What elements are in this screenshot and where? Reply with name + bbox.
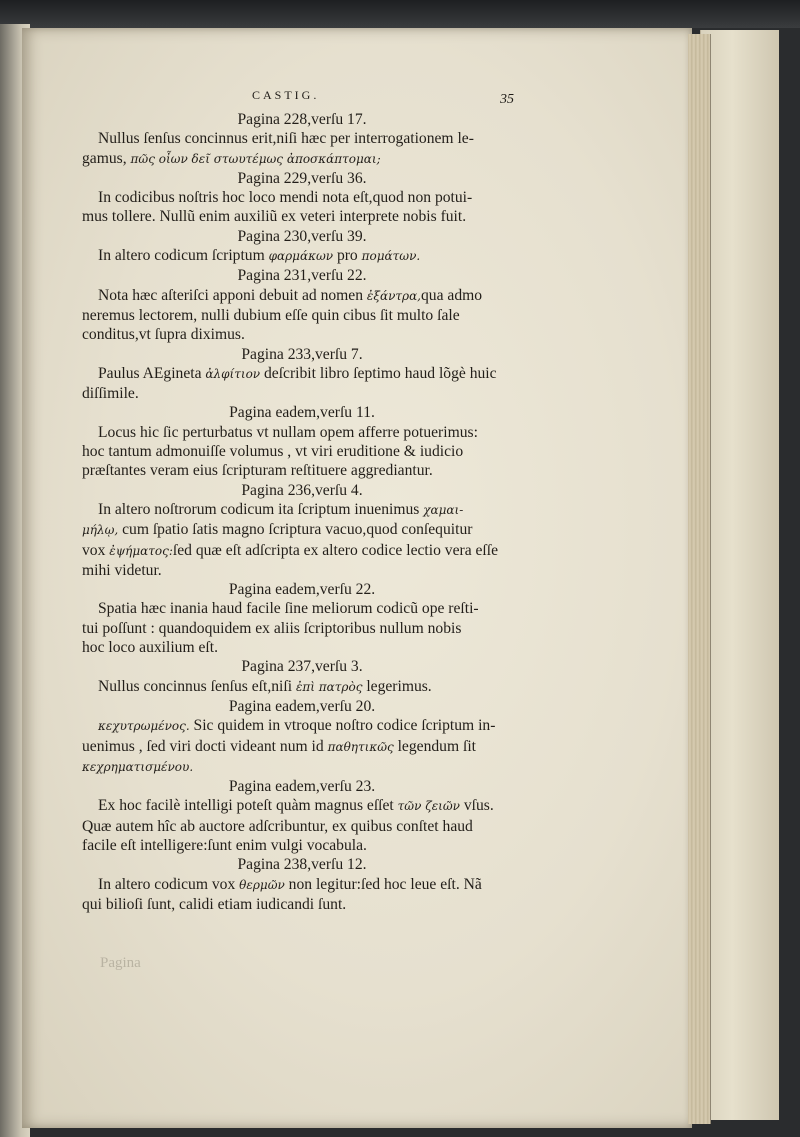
catchword: Pagina xyxy=(100,955,141,971)
entry-line xyxy=(82,619,522,638)
entry-heading: Pagina 236,verſu 4. xyxy=(241,481,363,499)
latin-text: non legitur:ſed hoc leue eſt. Nã xyxy=(284,875,482,893)
entry-line xyxy=(82,716,522,736)
entry-line xyxy=(82,817,522,836)
latin-text: In altero codicum vox xyxy=(98,875,240,893)
entry-heading: Pagina 238,verſu 12. xyxy=(237,856,367,874)
greek-word: τῶν ζειῶν xyxy=(397,799,460,814)
greek-word: φαρμάκων xyxy=(268,249,334,264)
greek-word: θερμῶν xyxy=(239,877,285,892)
page-edges xyxy=(688,34,711,1124)
latin-text: vox xyxy=(82,541,110,559)
entry-line xyxy=(82,638,522,657)
entry-line xyxy=(82,306,522,325)
entry-heading: Pagina 233,verſu 7. xyxy=(241,345,363,363)
latin-text: legerimus. xyxy=(362,677,432,695)
latin-text: mihi videtur. xyxy=(82,561,162,579)
latin-text: hoc tantum admonuiſſe volumus , vt viri eruditione & iudicio xyxy=(82,443,464,461)
greek-word: πομάτων. xyxy=(361,249,421,264)
entry-line xyxy=(82,599,522,618)
entry-heading: Pagina eadem,verſu 22. xyxy=(228,581,376,599)
entry-heading: Pagina 237,verſu 3. xyxy=(241,658,363,676)
entry-line xyxy=(82,520,522,540)
entry-line xyxy=(82,442,522,461)
latin-text: legendum ſit xyxy=(393,737,476,755)
entry-line xyxy=(82,500,522,520)
latin-text: facile eſt intelligere:ſunt enim vulgi vocabula. xyxy=(82,836,367,854)
greek-word: πῶς οἶων δεῖ στωυτέμως ἀποσκάπτομαι; xyxy=(130,151,381,166)
greek-word: χαμαι- xyxy=(423,502,464,517)
entry-line xyxy=(82,461,522,480)
latin-text: pro xyxy=(333,247,362,265)
latin-text: In altero codicum ſcriptum xyxy=(98,247,269,265)
page-number: 35 xyxy=(500,92,514,107)
greek-word: παθητικῶς xyxy=(327,739,394,754)
entry-heading: Pagina 229,verſu 36. xyxy=(237,169,367,187)
entry-line xyxy=(82,129,522,148)
entry-line xyxy=(82,796,522,816)
latin-text: In codicibus noſtris hoc loco mendi nota eſt,quod non potui- xyxy=(98,189,473,207)
latin-text: ſed quæ eſt adſcripta ex altero codice lectio vera eſſe xyxy=(172,541,499,559)
entry-line xyxy=(82,541,522,561)
entry-line xyxy=(82,561,522,580)
entry-heading: Pagina eadem,verſu 11. xyxy=(229,404,375,422)
entry-line xyxy=(82,836,522,855)
entry-line xyxy=(82,207,522,226)
greek-word: κεχρηματισμένου. xyxy=(82,759,194,774)
latin-text: In altero noſtrorum codicum ita ſcriptum inuenimus xyxy=(98,500,424,518)
entry-line xyxy=(82,149,522,169)
latin-text: vſus. xyxy=(459,797,494,815)
page-text xyxy=(82,110,522,914)
latin-text: uenimus , ſed viri docti videant num id xyxy=(82,737,328,755)
latin-text: diſſimile. xyxy=(82,385,139,403)
book-cover-edge xyxy=(0,0,800,28)
entry-line xyxy=(82,757,522,777)
entry-line xyxy=(82,384,522,403)
latin-text: qua admo xyxy=(420,286,483,304)
latin-text: Paulus AEgineta xyxy=(98,364,206,382)
latin-text: Nota hæc aſteriſci apponi debuit ad nomen xyxy=(98,286,367,304)
entry-line xyxy=(82,875,522,895)
entry-line xyxy=(82,325,522,344)
entry-line xyxy=(82,423,522,442)
greek-word: κεχυτρωμένος. xyxy=(98,719,190,734)
latin-text: Quæ autem hîc ab auctore adſcribuntur, ex quibus conſtet haud xyxy=(82,817,473,835)
latin-text: deſcribit libro ſeptimo haud lõgè huic xyxy=(260,364,497,382)
greek-word: ἐξάντρα, xyxy=(366,288,421,303)
entry-heading: Pagina eadem,verſu 23. xyxy=(228,778,376,796)
latin-text: præſtantes veram eius ſcripturam reſtituere aggrediantur. xyxy=(82,462,433,480)
latin-text: neremus lectorem, nulli dubium eſſe quin cibus ſit multo ſale xyxy=(82,306,460,324)
latin-text: Locus hic ſic perturbatus vt nullam opem afferre potuerimus: xyxy=(98,423,478,441)
greek-word: ἀλφίτιον xyxy=(205,366,261,381)
greek-word: ἐπὶ πατρὸς xyxy=(295,679,363,694)
latin-text: gamus, xyxy=(82,149,131,167)
entry-heading: Pagina 228,verſu 17. xyxy=(237,111,367,128)
latin-text: Sic quidem in vtroque noſtro codice ſcriptum in- xyxy=(189,717,496,735)
entry-line xyxy=(82,895,522,914)
latin-text: conditus,vt ſupra diximus. xyxy=(82,326,245,344)
latin-text: qui bilioſi ſunt, calidi etiam iudicandi ſunt. xyxy=(82,895,347,913)
entry-line xyxy=(82,364,522,384)
entry-heading: Pagina eadem,verſu 20. xyxy=(228,697,376,715)
latin-text: tui poſſunt : quandoquidem ex aliis ſcriptoribus nullum nobis xyxy=(82,619,462,637)
latin-text: cum ſpatio ſatis magno ſcriptura vacuo,quod conſequitur xyxy=(118,521,473,539)
running-head: CASTIG. xyxy=(252,88,320,102)
entry-heading: Pagina 231,verſu 22. xyxy=(237,267,367,285)
entry-line xyxy=(82,737,522,757)
entry-line xyxy=(82,286,522,306)
latin-text: mus tollere. Nullũ enim auxiliũ ex veteri interprete nobis fuit. xyxy=(82,208,467,226)
entry-line xyxy=(82,677,522,697)
latin-text: Ex hoc facilè intelligi poteſt quàm magnus eſſet xyxy=(98,797,398,815)
entry-line xyxy=(82,188,522,207)
latin-text: Spatia hæc inania haud facile ſine meliorum codicũ ope reſti- xyxy=(98,600,479,618)
greek-word: μήλῳ, xyxy=(82,523,119,538)
entry-line xyxy=(82,246,522,266)
greek-word: ἐψήματος: xyxy=(109,543,173,558)
latin-text: Nullus concinnus ſenſus eſt,niſi xyxy=(98,677,296,695)
latin-text: hoc loco auxilium eſt. xyxy=(82,639,218,657)
latin-text: Nullus ſenſus concinnus erit,niſi hæc per interrogationem le- xyxy=(98,130,474,148)
entry-heading: Pagina 230,verſu 39. xyxy=(237,227,367,245)
back-leaf xyxy=(700,30,779,1120)
